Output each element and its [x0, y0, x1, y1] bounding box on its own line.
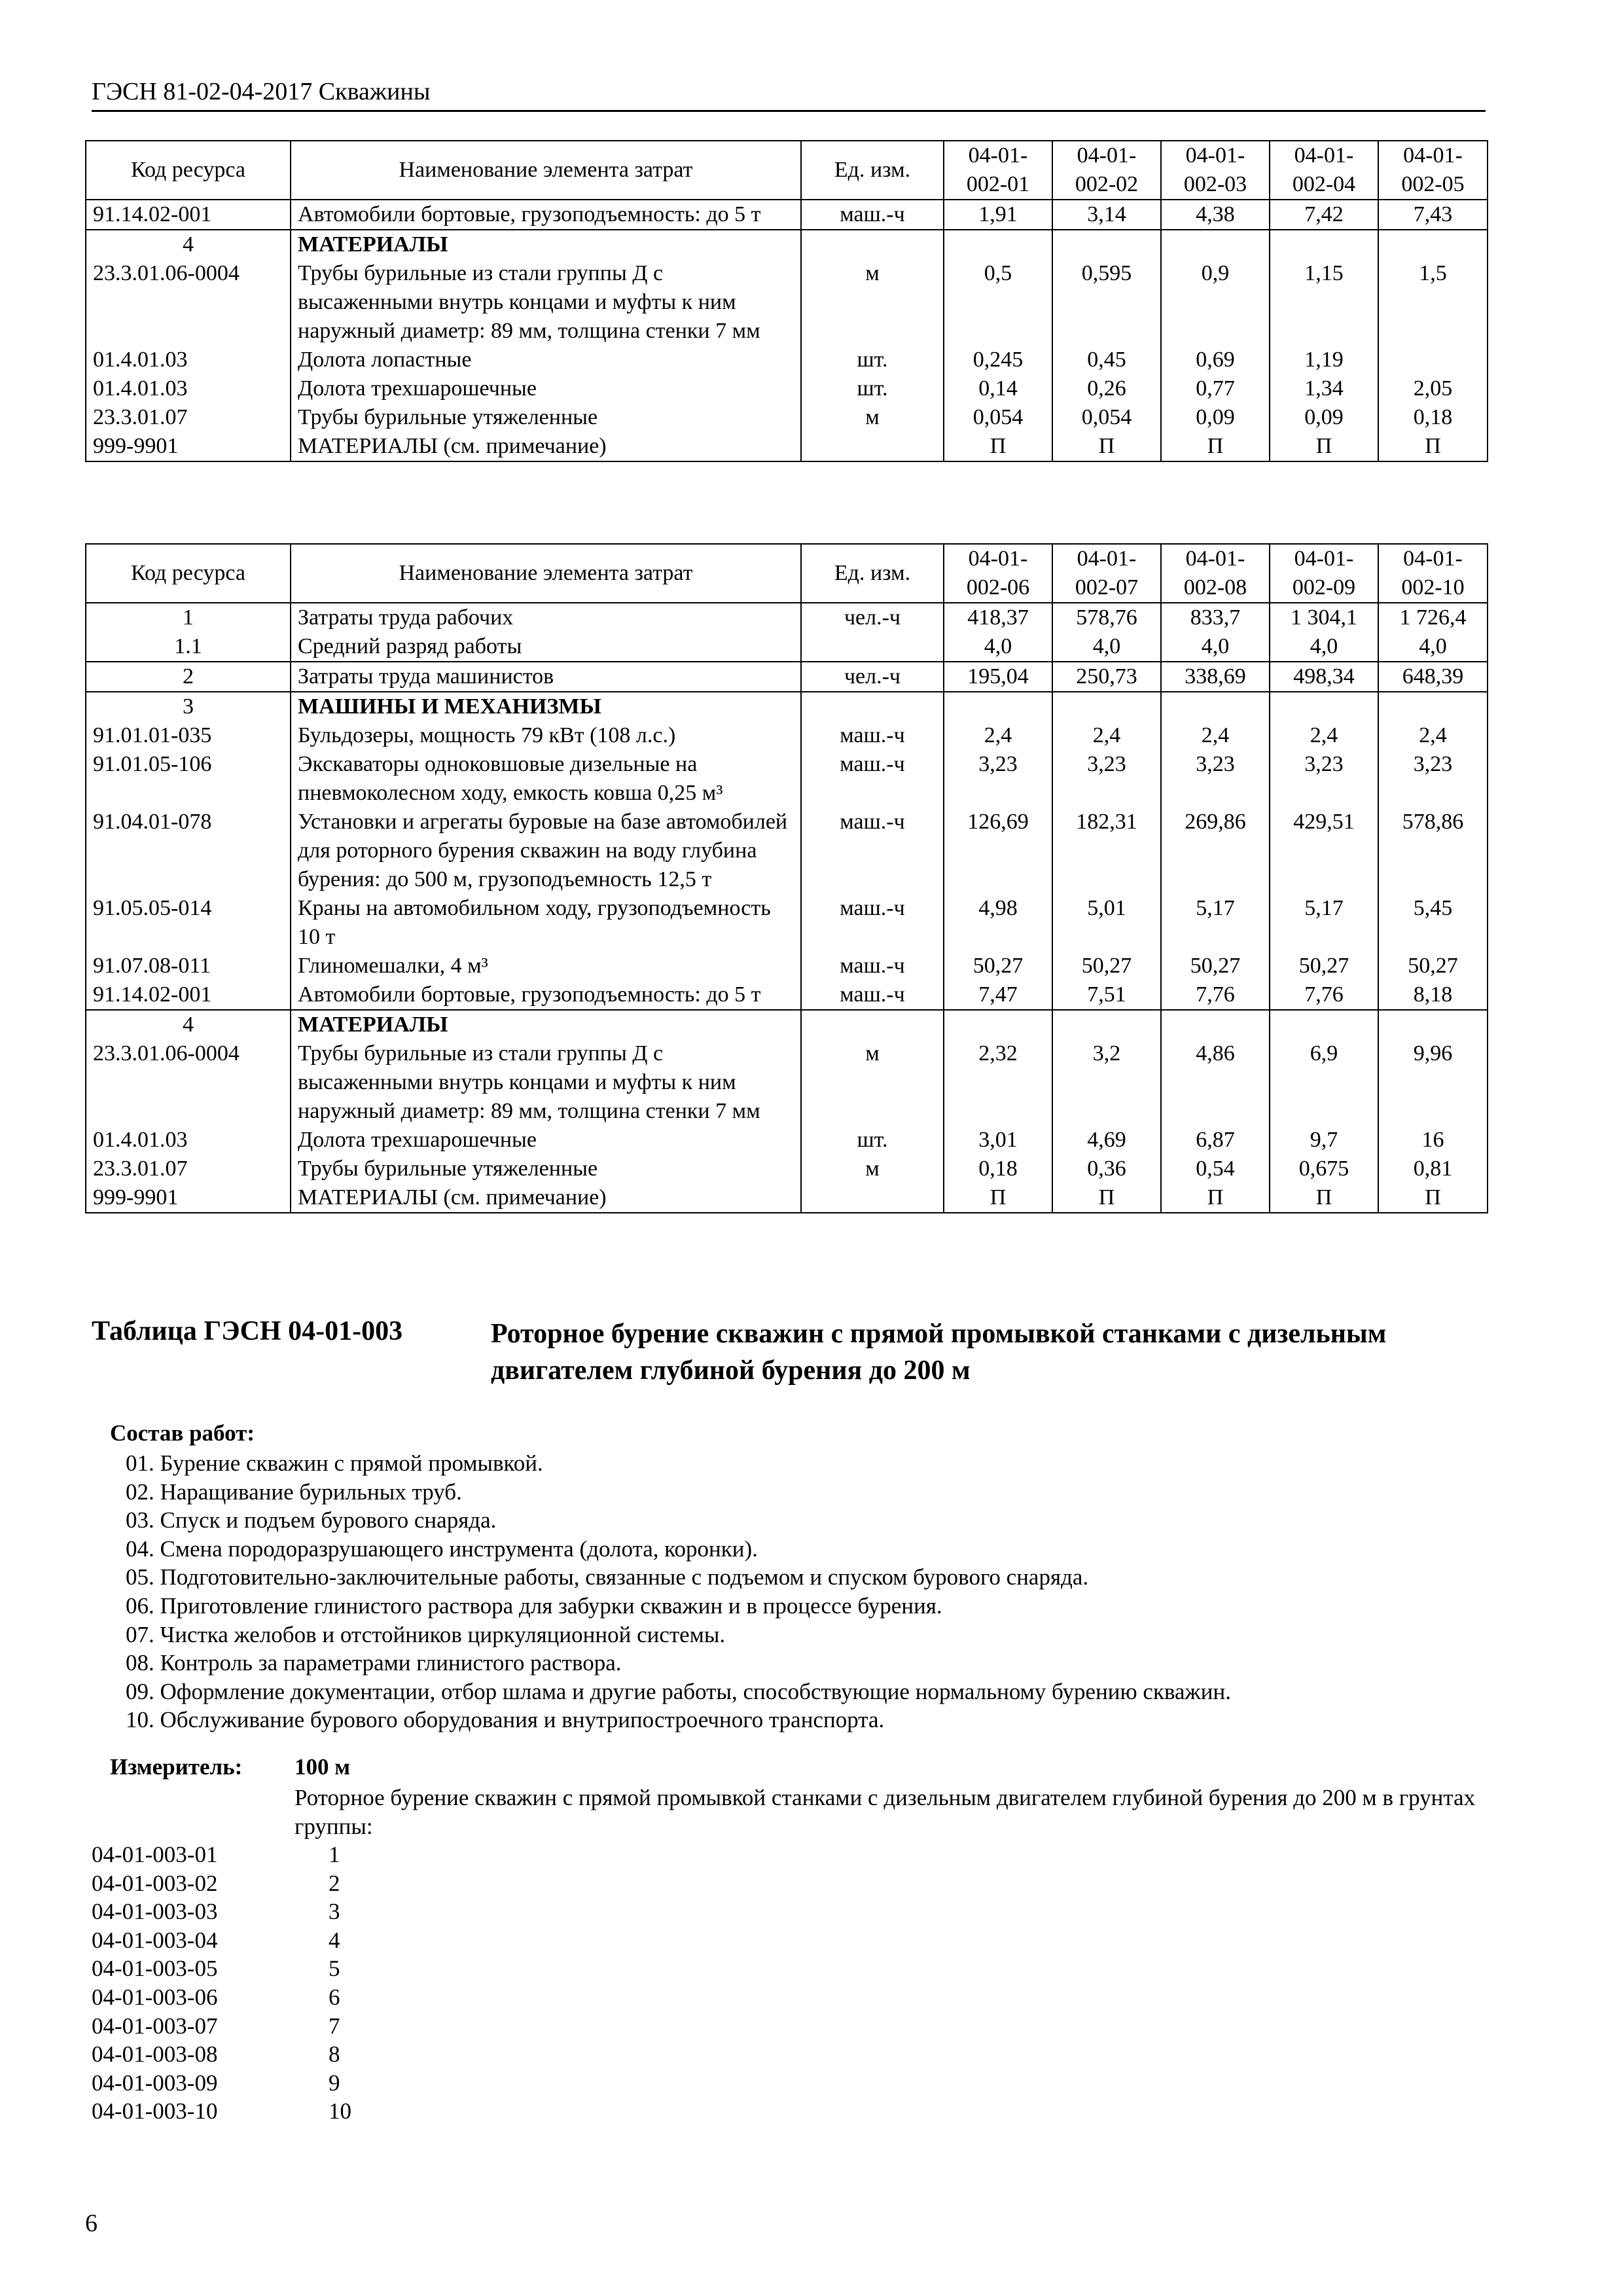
norm-value-cell: 833,7	[1161, 603, 1270, 632]
resource-code-cell: 2	[86, 662, 291, 692]
norm-value-cell: 1,15	[1270, 259, 1378, 346]
table-row	[86, 1010, 1488, 1039]
work-item: 01. Бурение скважин с прямой промывкой.	[126, 1450, 543, 1476]
resource-code-cell: 91.04.01-078	[86, 808, 291, 894]
resource-code-cell: 91.07.08-011	[86, 952, 291, 980]
col-header-name: Наименование элемента затрат	[291, 544, 801, 603]
resource-code-cell: 3	[86, 692, 291, 721]
norm-value-cell: 2,4	[1378, 721, 1488, 750]
col-header-norm: 04-01- 002-10	[1378, 544, 1488, 603]
works-list	[126, 1449, 1231, 1734]
norm-value-cell: 269,86	[1161, 808, 1270, 894]
table-row	[86, 403, 1488, 432]
unit-cell: маш.-ч	[801, 894, 944, 952]
table-row	[86, 346, 1488, 374]
norm-value-cell: П	[1161, 1183, 1270, 1213]
norm-code: 04-01-003-06	[92, 1984, 218, 2010]
work-item: 02. Наращивание бурильных труб.	[126, 1479, 462, 1505]
norm-value-cell: 0,81	[1378, 1155, 1488, 1183]
unit-cell: м	[801, 1155, 944, 1183]
norm-value-cell: 7,51	[1052, 980, 1161, 1010]
norm-code: 04-01-003-05	[92, 1956, 218, 1982]
norm-value-cell: 0,054	[1052, 403, 1161, 432]
resource-code-cell: 23.3.01.06-0004	[86, 259, 291, 346]
norm-value-cell: 0,69	[1161, 346, 1270, 374]
page-header-title: ГЭСН 81-02-04-2017 Скважины	[92, 78, 431, 105]
unit-cell: шт.	[801, 374, 944, 403]
unit-cell: чел.-ч	[801, 603, 944, 632]
table-row	[86, 1039, 1488, 1126]
norm-value-cell: П	[1052, 432, 1161, 461]
resource-name-cell: Средний разряд работы	[291, 632, 801, 662]
table-row	[86, 662, 1488, 692]
resource-code-cell: 91.01.01-035	[86, 721, 291, 750]
norm-code: 04-01-003-03	[92, 1899, 218, 1925]
norm-value-cell: 50,27	[1052, 952, 1161, 980]
norm-value-cell	[1052, 1010, 1161, 1039]
soil-group: 7	[329, 2013, 340, 2039]
table-row	[86, 952, 1488, 980]
norm-value-cell: 2,4	[1161, 721, 1270, 750]
norm-value-cell: 429,51	[1270, 808, 1378, 894]
table-header-row	[86, 544, 1488, 603]
norm-value-cell: 1 726,4	[1378, 603, 1488, 632]
norm-value-cell: 5,17	[1270, 894, 1378, 952]
norm-value-cell: П	[1052, 1183, 1161, 1213]
col-header-norm: 04-01- 002-07	[1052, 544, 1161, 603]
unit-cell: маш.-ч	[801, 721, 944, 750]
meter-description: Роторное бурение скважин с прямой промывкой станками с дизельным двигателем глубиной бурения до 200 м в грунтах группы:	[294, 1785, 1476, 1839]
norm-value-cell: 0,675	[1270, 1155, 1378, 1183]
meter-label: Измеритель:	[110, 1754, 243, 1780]
norm-value-cell: 338,69	[1161, 662, 1270, 692]
norm-value-cell: 1,91	[944, 200, 1052, 230]
col-header-norm: 04-01- 002-04	[1270, 141, 1378, 200]
norm-value-cell: 0,36	[1052, 1155, 1161, 1183]
works-heading: Состав работ:	[110, 1420, 255, 1446]
resource-code-cell: 91.01.05-106	[86, 750, 291, 808]
table-2-body	[86, 603, 1488, 1213]
table-row	[86, 632, 1488, 662]
resource-code-cell: 999-9901	[86, 432, 291, 461]
norm-value-cell: 2,05	[1378, 374, 1488, 403]
norm-value-cell: 4,38	[1161, 200, 1270, 230]
table-title: Таблица ГЭСН 04-01-003	[92, 1316, 403, 1346]
work-item: 04. Смена породоразрушающего инструмента (долота, коронки).	[126, 1535, 758, 1562]
table-description: Роторное бурение скважин с прямой промывкой станками с дизельным двигателем глубиной бурения до 200 м	[491, 1319, 1387, 1386]
norm-value-cell: 8,18	[1378, 980, 1488, 1010]
norm-value-cell	[944, 230, 1052, 259]
norm-value-cell: 195,04	[944, 662, 1052, 692]
norm-code: 04-01-003-08	[92, 2041, 218, 2068]
table-row	[86, 259, 1488, 346]
norm-value-cell	[944, 1010, 1052, 1039]
unit-cell: маш.-ч	[801, 952, 944, 980]
resource-name-cell: Экскаваторы одноковшовые дизельные на пневмоколесном ходу, емкость ковша 0,25 м³	[291, 750, 801, 808]
norm-value-cell	[1270, 1010, 1378, 1039]
unit-cell	[801, 432, 944, 461]
unit-cell: маш.-ч	[801, 808, 944, 894]
norm-value-cell: 1,5	[1378, 259, 1488, 346]
table-1-body	[86, 200, 1488, 461]
norm-value-cell: П	[1161, 432, 1270, 461]
table-row	[86, 374, 1488, 403]
norm-value-cell: 3,23	[1161, 750, 1270, 808]
unit-cell: м	[801, 259, 944, 346]
col-header-name: Наименование элемента затрат	[291, 141, 801, 200]
norm-value-cell: 3,14	[1052, 200, 1161, 230]
norm-value-cell: 5,17	[1161, 894, 1270, 952]
norm-value-cell	[1270, 692, 1378, 721]
resource-code-cell: 01.4.01.03	[86, 1126, 291, 1155]
table-row	[86, 230, 1488, 259]
norm-value-cell: 0,54	[1161, 1155, 1270, 1183]
unit-cell: чел.-ч	[801, 662, 944, 692]
unit-cell	[801, 230, 944, 259]
col-header-code: Код ресурса	[86, 141, 291, 200]
norm-value-cell: 50,27	[1270, 952, 1378, 980]
work-item: 07. Чистка желобов и отстойников циркуляционной системы.	[126, 1621, 726, 1647]
norm-value-cell: 0,09	[1270, 403, 1378, 432]
norm-value-cell: 0,77	[1161, 374, 1270, 403]
resource-name-cell: Автомобили бортовые, грузоподъемность: до 5 т	[291, 200, 801, 230]
work-item: 09. Оформление документации, отбор шлама и другие работы, способствующие нормальному бурению скважин.	[126, 1678, 1231, 1704]
work-item: 03. Спуск и подъем бурового снаряда.	[126, 1507, 497, 1534]
norm-value-cell: 4,98	[944, 894, 1052, 952]
norm-value-cell: 7,76	[1270, 980, 1378, 1010]
table-row	[86, 200, 1488, 230]
resource-code-cell: 4	[86, 1010, 291, 1039]
norm-value-cell	[1378, 1010, 1488, 1039]
table-row	[86, 721, 1488, 750]
norm-value-cell: 5,45	[1378, 894, 1488, 952]
table-row	[86, 808, 1488, 894]
table-row	[86, 1155, 1488, 1183]
resource-code-cell: 1	[86, 603, 291, 632]
norm-value-cell: 3,23	[1052, 750, 1161, 808]
norm-value-cell: 1,34	[1270, 374, 1378, 403]
norm-value-cell: 1 304,1	[1270, 603, 1378, 632]
norm-code: 04-01-003-04	[92, 1927, 218, 1953]
table-row	[86, 1126, 1488, 1155]
norm-value-cell: 2,4	[1052, 721, 1161, 750]
norm-value-cell: 3,2	[1052, 1039, 1161, 1126]
norm-value-cell: 3,23	[1378, 750, 1488, 808]
resource-name-cell: МАШИНЫ И МЕХАНИЗМЫ	[291, 692, 801, 721]
norm-value-cell: 418,37	[944, 603, 1052, 632]
norm-value-cell: 6,87	[1161, 1126, 1270, 1155]
norm-value-cell: П	[944, 432, 1052, 461]
norm-value-cell	[1161, 230, 1270, 259]
resource-name-cell: Бульдозеры, мощность 79 кВт (108 л.с.)	[291, 721, 801, 750]
resource-code-cell: 1.1	[86, 632, 291, 662]
resource-name-cell: Установки и агрегаты буровые на базе автомобилей для роторного бурения скважин на воду глубина бурения: до 500 м, грузоподъемность 12,5 т	[291, 808, 801, 894]
resource-code-cell: 91.14.02-001	[86, 200, 291, 230]
norm-value-cell: 0,054	[944, 403, 1052, 432]
soil-group: 8	[329, 2041, 340, 2068]
norm-code: 04-01-003-02	[92, 1870, 218, 1896]
resource-code-cell: 01.4.01.03	[86, 374, 291, 403]
soil-group: 2	[329, 1870, 340, 1896]
resource-name-cell: МАТЕРИАЛЫ (см. примечание)	[291, 432, 801, 461]
resource-name-cell: Краны на автомобильном ходу, грузоподъемность 10 т	[291, 894, 801, 952]
norm-value-cell: 648,39	[1378, 662, 1488, 692]
norm-value-cell: 0,18	[944, 1155, 1052, 1183]
norm-value-cell: П	[1378, 1183, 1488, 1213]
resource-code-cell: 01.4.01.03	[86, 346, 291, 374]
norm-value-cell: 0,9	[1161, 259, 1270, 346]
norm-value-cell: 0,18	[1378, 403, 1488, 432]
resource-name-cell: МАТЕРИАЛЫ	[291, 1010, 801, 1039]
norm-value-cell: 5,01	[1052, 894, 1161, 952]
norm-value-cell	[1052, 692, 1161, 721]
norm-value-cell: 2,32	[944, 1039, 1052, 1126]
col-header-norm: 04-01- 002-06	[944, 544, 1052, 603]
resource-name-cell: Долота трехшарошечные	[291, 1126, 801, 1155]
resource-name-cell: Затраты труда машинистов	[291, 662, 801, 692]
meter-unit: 100 м	[294, 1754, 351, 1780]
soil-group: 10	[329, 2098, 351, 2125]
norm-value-cell	[1052, 230, 1161, 259]
work-item: 08. Контроль за параметрами глинистого раствора.	[126, 1650, 622, 1676]
norm-value-cell: П	[1378, 432, 1488, 461]
norm-value-cell: 16	[1378, 1126, 1488, 1155]
norm-value-cell	[1378, 692, 1488, 721]
col-header-norm: 04-01- 002-02	[1052, 141, 1161, 200]
norm-value-cell: 250,73	[1052, 662, 1161, 692]
soil-group: 6	[329, 1984, 340, 2010]
norm-value-cell: 4,69	[1052, 1126, 1161, 1155]
col-header-unit: Ед. изм.	[801, 544, 944, 603]
norm-value-cell	[1161, 692, 1270, 721]
norm-code: 04-01-003-10	[92, 2098, 218, 2125]
norm-value-cell: 50,27	[944, 952, 1052, 980]
resource-code-cell: 23.3.01.07	[86, 403, 291, 432]
norm-value-cell: 0,245	[944, 346, 1052, 374]
norm-value-cell: 3,01	[944, 1126, 1052, 1155]
norm-value-cell: 7,42	[1270, 200, 1378, 230]
resource-table-1	[85, 140, 1488, 462]
norm-value-cell	[944, 692, 1052, 721]
unit-cell	[801, 632, 944, 662]
table-row	[86, 980, 1488, 1010]
norm-value-cell: 9,7	[1270, 1126, 1378, 1155]
norm-value-cell	[1378, 346, 1488, 374]
work-item: 05. Подготовительно-заключительные работы, связанные с подъемом и спуском бурового снаряда.	[126, 1564, 1089, 1590]
soil-group: 4	[329, 1927, 340, 1953]
norm-value-cell: 9,96	[1378, 1039, 1488, 1126]
norm-value-cell: 50,27	[1161, 952, 1270, 980]
norm-value-cell	[1161, 1010, 1270, 1039]
soil-group: 5	[329, 1956, 340, 1982]
soil-group: 3	[329, 1899, 340, 1925]
norm-value-cell: П	[1270, 1183, 1378, 1213]
col-header-norm: 04-01- 002-03	[1161, 141, 1270, 200]
resource-name-cell: Трубы бурильные утяжеленные	[291, 1155, 801, 1183]
norm-value-cell: 4,0	[1270, 632, 1378, 662]
resource-name-cell: Трубы бурильные утяжеленные	[291, 403, 801, 432]
norm-value-cell: 0,45	[1052, 346, 1161, 374]
norm-value-cell: 4,86	[1161, 1039, 1270, 1126]
unit-cell: м	[801, 1039, 944, 1126]
col-header-norm: 04-01- 002-09	[1270, 544, 1378, 603]
norm-value-cell: 0,595	[1052, 259, 1161, 346]
norm-code: 04-01-003-09	[92, 2070, 218, 2096]
norm-code: 04-01-003-01	[92, 1842, 218, 1867]
norm-value-cell: 7,47	[944, 980, 1052, 1010]
col-header-norm: 04-01- 002-05	[1378, 141, 1488, 200]
norm-value-cell: 0,14	[944, 374, 1052, 403]
table-row	[86, 692, 1488, 721]
col-header-code: Код ресурса	[86, 544, 291, 603]
resource-table-2	[85, 543, 1488, 1213]
col-header-norm: 04-01- 002-08	[1161, 544, 1270, 603]
page-number: 6	[85, 2210, 98, 2237]
resource-code-cell: 23.3.01.06-0004	[86, 1039, 291, 1126]
norm-value-cell: 498,34	[1270, 662, 1378, 692]
norm-value-cell: 4,0	[1161, 632, 1270, 662]
header-rule	[92, 110, 1486, 112]
norm-value-cell: 182,31	[1052, 808, 1161, 894]
unit-cell: маш.-ч	[801, 200, 944, 230]
norm-value-cell: 4,0	[944, 632, 1052, 662]
norm-value-cell: 578,86	[1378, 808, 1488, 894]
unit-cell	[801, 1010, 944, 1039]
norm-value-cell	[1270, 230, 1378, 259]
unit-cell: м	[801, 403, 944, 432]
table-row	[86, 603, 1488, 632]
norm-value-cell: 578,76	[1052, 603, 1161, 632]
unit-cell	[801, 1183, 944, 1213]
resource-name-cell: Долота лопастные	[291, 346, 801, 374]
norm-value-cell: 4,0	[1052, 632, 1161, 662]
resource-name-cell: Трубы бурильные из стали группы Д с высаженными внутрь концами и муфты к ним наружный диаметр: 89 мм, толщина стенки 7 мм	[291, 259, 801, 346]
unit-cell: маш.-ч	[801, 750, 944, 808]
norm-value-cell: 4,0	[1378, 632, 1488, 662]
norm-value-cell: 50,27	[1378, 952, 1488, 980]
resource-name-cell: Трубы бурильные из стали группы Д с высаженными внутрь концами и муфты к ним наружный диаметр: 89 мм, толщина стенки 7 мм	[291, 1039, 801, 1126]
norm-value-cell	[1378, 230, 1488, 259]
unit-cell: маш.-ч	[801, 980, 944, 1010]
norm-value-cell: 3,23	[944, 750, 1052, 808]
norm-value-cell: 7,76	[1161, 980, 1270, 1010]
norm-value-cell: 7,43	[1378, 200, 1488, 230]
resource-code-cell: 4	[86, 230, 291, 259]
norm-code: 04-01-003-07	[92, 2013, 218, 2039]
soil-group: 9	[329, 2070, 340, 2096]
table-row	[86, 432, 1488, 461]
work-item: 06. Приготовление глинистого раствора для забурки скважин и в процессе бурения.	[126, 1592, 942, 1619]
col-header-unit: Ед. изм.	[801, 141, 944, 200]
norm-value-cell: П	[1270, 432, 1378, 461]
table-row	[86, 1183, 1488, 1213]
norm-value-cell: 2,4	[944, 721, 1052, 750]
resource-code-cell: 23.3.01.07	[86, 1155, 291, 1183]
resource-name-cell: Автомобили бортовые, грузоподъемность: до 5 т	[291, 980, 801, 1010]
norm-value-cell: П	[944, 1183, 1052, 1213]
table-row	[86, 894, 1488, 952]
unit-cell: шт.	[801, 1126, 944, 1155]
resource-name-cell: Затраты труда рабочих	[291, 603, 801, 632]
table-row	[86, 750, 1488, 808]
resource-code-cell: 999-9901	[86, 1183, 291, 1213]
resource-name-cell: МАТЕРИАЛЫ (см. примечание)	[291, 1183, 801, 1213]
norm-value-cell: 1,19	[1270, 346, 1378, 374]
resource-name-cell: Долота трехшарошечные	[291, 374, 801, 403]
norm-value-cell: 2,4	[1270, 721, 1378, 750]
unit-cell: шт.	[801, 346, 944, 374]
resource-name-cell: Глиномешалки, 4 м³	[291, 952, 801, 980]
norm-value-cell: 0,09	[1161, 403, 1270, 432]
soil-group: 1	[329, 1842, 340, 1867]
resource-code-cell: 91.14.02-001	[86, 980, 291, 1010]
col-header-norm: 04-01- 002-01	[944, 141, 1052, 200]
work-item: 10. Обслуживание бурового оборудования и внутрипостроечного транспорта.	[126, 1707, 885, 1733]
norm-value-cell: 6,9	[1270, 1039, 1378, 1126]
table-header-row	[86, 141, 1488, 200]
norm-value-cell: 3,23	[1270, 750, 1378, 808]
resource-code-cell: 91.05.05-014	[86, 894, 291, 952]
norm-value-cell: 0,26	[1052, 374, 1161, 403]
resource-name-cell: МАТЕРИАЛЫ	[291, 230, 801, 259]
norm-value-cell: 126,69	[944, 808, 1052, 894]
norm-value-cell: 0,5	[944, 259, 1052, 346]
unit-cell	[801, 692, 944, 721]
